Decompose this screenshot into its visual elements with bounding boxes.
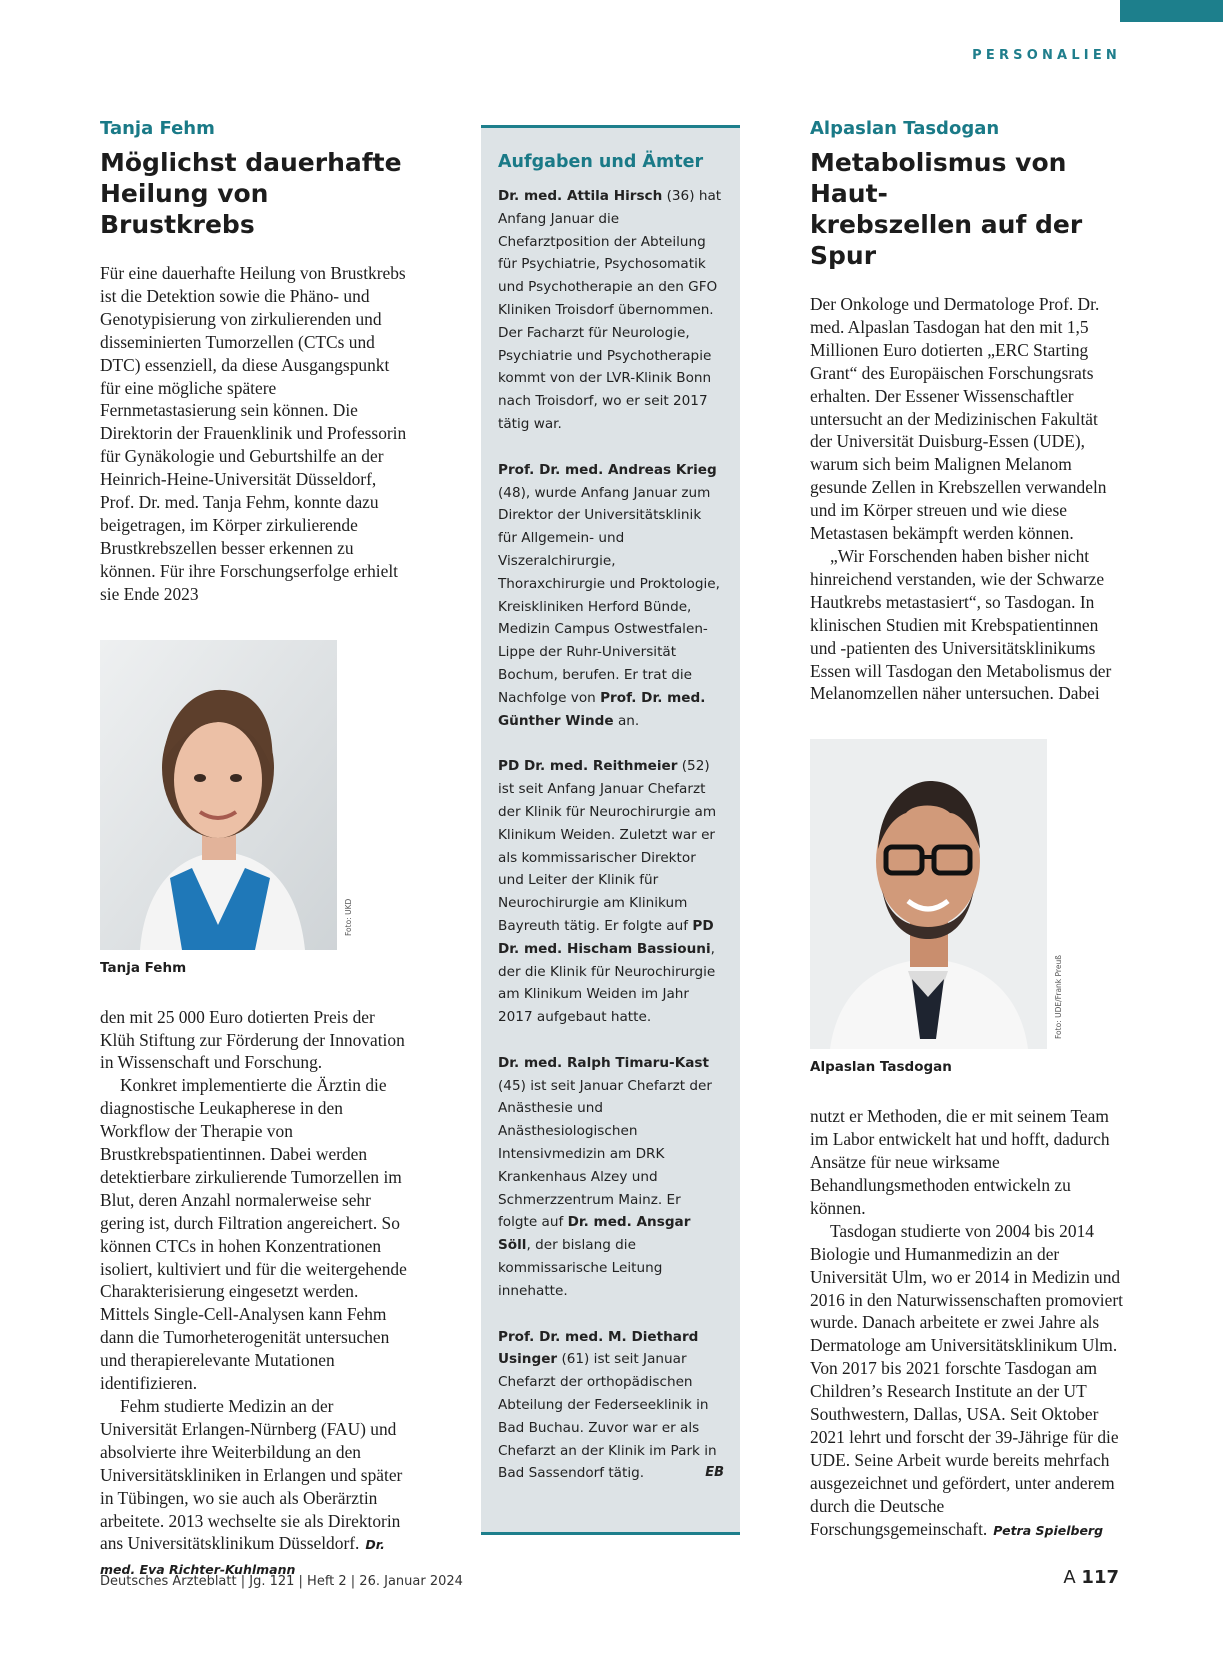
section-label: PERSONALIEN [972, 48, 1121, 63]
author-signature: Petra Spielberg [993, 1522, 1104, 1538]
photo-credit: Foto: UKD [344, 898, 353, 936]
paragraph-text: Tasdogan studierte von 2004 bis 2014 Biologie und Humanmedizin an der Universität Ulm, wo er 2014 in Medizin und 2016 in den Naturwissenschaften promoviert wurde. Danach arbeitete er zwei Jahre als Dermatologe am Universitätsklinikum Ulm. Von 2017 bis 2021 forschte Tasdogan am Children’s Research Institute an der UT Southwestern, Dallas, USA. Seit Oktober 2021 lehrt und forscht der 39-Jährige für die UDE. Seine Arbeit wurde bereits mehrfach ausgezeichnet und gefördert, unter anderem durch die Deutsche Forschungsgemeinschaft. [810, 1220, 1123, 1539]
person-name: PD Dr. med. Hischam Bassiouni [498, 917, 714, 957]
sidebar-signature: EB [705, 1465, 724, 1481]
sidebar-entry [498, 185, 724, 436]
paragraph: Konkret implementierte die Ärztin die diagnostische Leukapherese in den Workflow der Therapie von Brustkrebspatientinnen. Dabei werden detektierbare zirkulierende Tumorzellen im Blut, deren Anzahl normalerweise sehr gering ist, durch Filtration angereichert. So können CTCs in hohen Konzentrationen isoliert, kultiviert und für die weitergehende Charakterisierung eingesetzt werden. Mittels Single-Cell-Analysen kann Fehm dann die Tumorheterogenität untersuchen und therapierelevante Mutationen identifizieren. [100, 1075, 407, 1394]
photo-caption: Tanja Fehm [100, 959, 187, 976]
paragraph: „Wir Forschenden haben bisher nicht hinreichend verstanden, wie der Schwarze Hautkrebs metastasiert“, so Tasdogan. In klinischen Studien mit Krebspatientinnen und -patienten des Universitätsklinikums Essen will Tasdogan den Metabolismus der Melanomzellen näher untersuchen. Dabei [810, 545, 1112, 704]
corner-color-tab [1120, 0, 1223, 22]
headline-line: Metabolismus von Haut- [810, 148, 1067, 208]
entry-text: (48), wurde Anfang Januar zum Direktor der Universitätsklinik für Allgemein- und Viszeralchirurgie, Thoraxchirurgie und Proktologie, Kreiskliniken Herford Bünde, Medizin Campus Ostwestfalen-Lippe der Ruhr-Universität Bochum, berufen. Er trat die Nachfolge von [498, 484, 720, 706]
person-name: Prof. Dr. med. Günther Winde [498, 689, 706, 729]
article-body-continued [100, 1006, 410, 1583]
photo-caption: Alpaslan Tasdogan [810, 1059, 952, 1076]
page-prefix: A [1063, 1567, 1082, 1588]
photo-figure [100, 640, 410, 976]
entry-text: (36) hat Anfang Januar die Chefarztposition der Abteilung für Psychiatrie, Psychosomatik und Psychotherapie an den GFO Kliniken Troisdorf übernommen. Der Facharzt für Neurologie, Psychiatrie und Psychotherapie kommt von der LVR-Klinik Bonn nach Troisdorf, wo er seit 2017 tätig war. [498, 188, 722, 432]
paragraph [100, 1395, 410, 1582]
page-number-value: 117 [1081, 1567, 1119, 1588]
headline-line: Möglichst dauerhafte [100, 148, 402, 177]
photo-figure [810, 739, 1124, 1075]
sidebar-entry [498, 755, 724, 1029]
article-headline [100, 147, 410, 240]
article-kicker: Tanja Fehm [100, 118, 215, 139]
article-body-continued [810, 1105, 1124, 1542]
paragraph [810, 1220, 1124, 1543]
article-headline [810, 147, 1124, 271]
photo-credit: Foto: UDE/Frank Preuß [1054, 955, 1063, 1040]
portrait-photo [100, 640, 337, 950]
headline-line: Heilung von Brustkrebs [100, 179, 269, 239]
article-body [810, 293, 1124, 705]
sidebar-box [481, 125, 740, 1535]
person-name: Prof. Dr. med. Andreas Krieg [498, 461, 717, 478]
entry-text: (61) ist seit Januar Chefarzt der orthopädischen Abteilung der Federseeklinik in Bad Buchau. Zuvor war er als Chefarzt an der Klinik im Park in Bad Sassendorf tätig. [498, 1351, 717, 1482]
person-name: Dr. med. Ralph Timaru-Kast [498, 1054, 709, 1071]
entry-text: , der die Klinik für Neurochirurgie am Klinikum Weiden im Jahr 2017 aufgebaut hatte. [498, 940, 716, 1026]
portrait-photo [810, 739, 1047, 1049]
entry-text: , der bislang die kommissarische Leitung innehatte. [498, 1237, 663, 1299]
paragraph: nutzt er Methoden, die er mit seinem Team im Labor entwickelt hat und hofft, dadurch Ansätze für neue wirksame Behandlungsmethoden entwickeln zu können. [810, 1106, 1110, 1218]
entry-text: (52) ist seit Anfang Januar Chefarzt der Klinik für Neurochirurgie am Klinikum Weiden. Zuletzt war er als kommissarischer Direktor und Leiter der Klinik für Neurochirurgie am Klinikum Bayreuth tätig. Er folgte auf [498, 758, 717, 934]
paragraph: den mit 25 000 Euro dotierten Preis der Klüh Stiftung zur Förderung der Innovation in Wissenschaft und Forschung. [100, 1006, 405, 1073]
paragraph: Für eine dauerhafte Heilung von Brustkrebs ist die Detektion sowie die Phäno- und Genotypisierung von zirkulierenden und disseminierten Tumorzellen (CTCs und DTC) essenziell, da diese Ausgangspunkt für eine mögliche spätere Fernmetastasierung sein können. Die Direktorin der Frauenklinik und Professorin für Gynäkologie und Geburtshilfe an der Heinrich-Heine-Universität Düsseldorf, Prof. Dr. med. Tanja Fehm, konnte dazu beigetragen, im Körper zirkulierende Brustkrebszellen besser erkennen zu können. Für ihre Forschungserfolge erhielt sie Ende 2023 [100, 263, 407, 604]
journal-footer: Deutsches Ärzteblatt | Jg. 121 | Heft 2 | 26. Januar 2024 [100, 1574, 463, 1589]
person-name: PD Dr. med. Reithmeier [498, 758, 678, 775]
person-name: Dr. med. Ansgar Söll [498, 1214, 691, 1254]
entry-text: an. [613, 712, 640, 729]
headline-line: krebszellen auf der Spur [810, 210, 1083, 270]
person-name: Prof. Dr. med. M. Diethard Usinger [498, 1328, 699, 1368]
left-article [100, 118, 410, 1582]
sidebar-title: Aufgaben und Ämter [498, 152, 704, 172]
article-body [100, 262, 410, 606]
page-number [1063, 1567, 1119, 1588]
paragraph-text: Fehm studierte Medizin an der Universität Erlangen-Nürnberg (FAU) und absolvierte ihre Weiterbildung an den Universitätskliniken in Erlangen und später in Tübingen, wo sie auch als Oberärztin arbeitete. 2013 wechselte sie als Direktorin ans Universitätsklinikum Düsseldorf. [100, 1396, 403, 1554]
sidebar-entry [498, 1326, 724, 1486]
article-kicker: Alpaslan Tasdogan [810, 118, 1000, 139]
right-article [810, 118, 1124, 1543]
paragraph: Der Onkologe und Dermatologe Prof. Dr. med. Alpaslan Tasdogan hat den mit 1,5 Millionen Euro dotierten „ERC Starting Grant“ des Europäischen Forschungsrats erhalten. Der Essener Wissenschaftler untersucht an der Medizinischen Fakultät der Universität Duisburg-Essen (UDE), warum sich beim Malignen Melanom gesunde Zellen in Krebszellen verwandeln und im Körper streuen und wie diese Metastasen bekämpft werden können. [810, 294, 1107, 544]
entry-text: (45) ist seit Januar Chefarzt der Anästhesie und Anästhesiologischen Intensivmedizin am DRK Krankenhaus Alzey und Schmerzzentrum Mainz. Er folgte auf [498, 1077, 712, 1231]
author-signature: Dr. med. Eva Richter-Kuhlmann [100, 1537, 385, 1578]
sidebar-entry [498, 1052, 724, 1303]
sidebar-entry [498, 459, 724, 733]
person-name: Dr. med. Attila Hirsch [498, 188, 663, 204]
